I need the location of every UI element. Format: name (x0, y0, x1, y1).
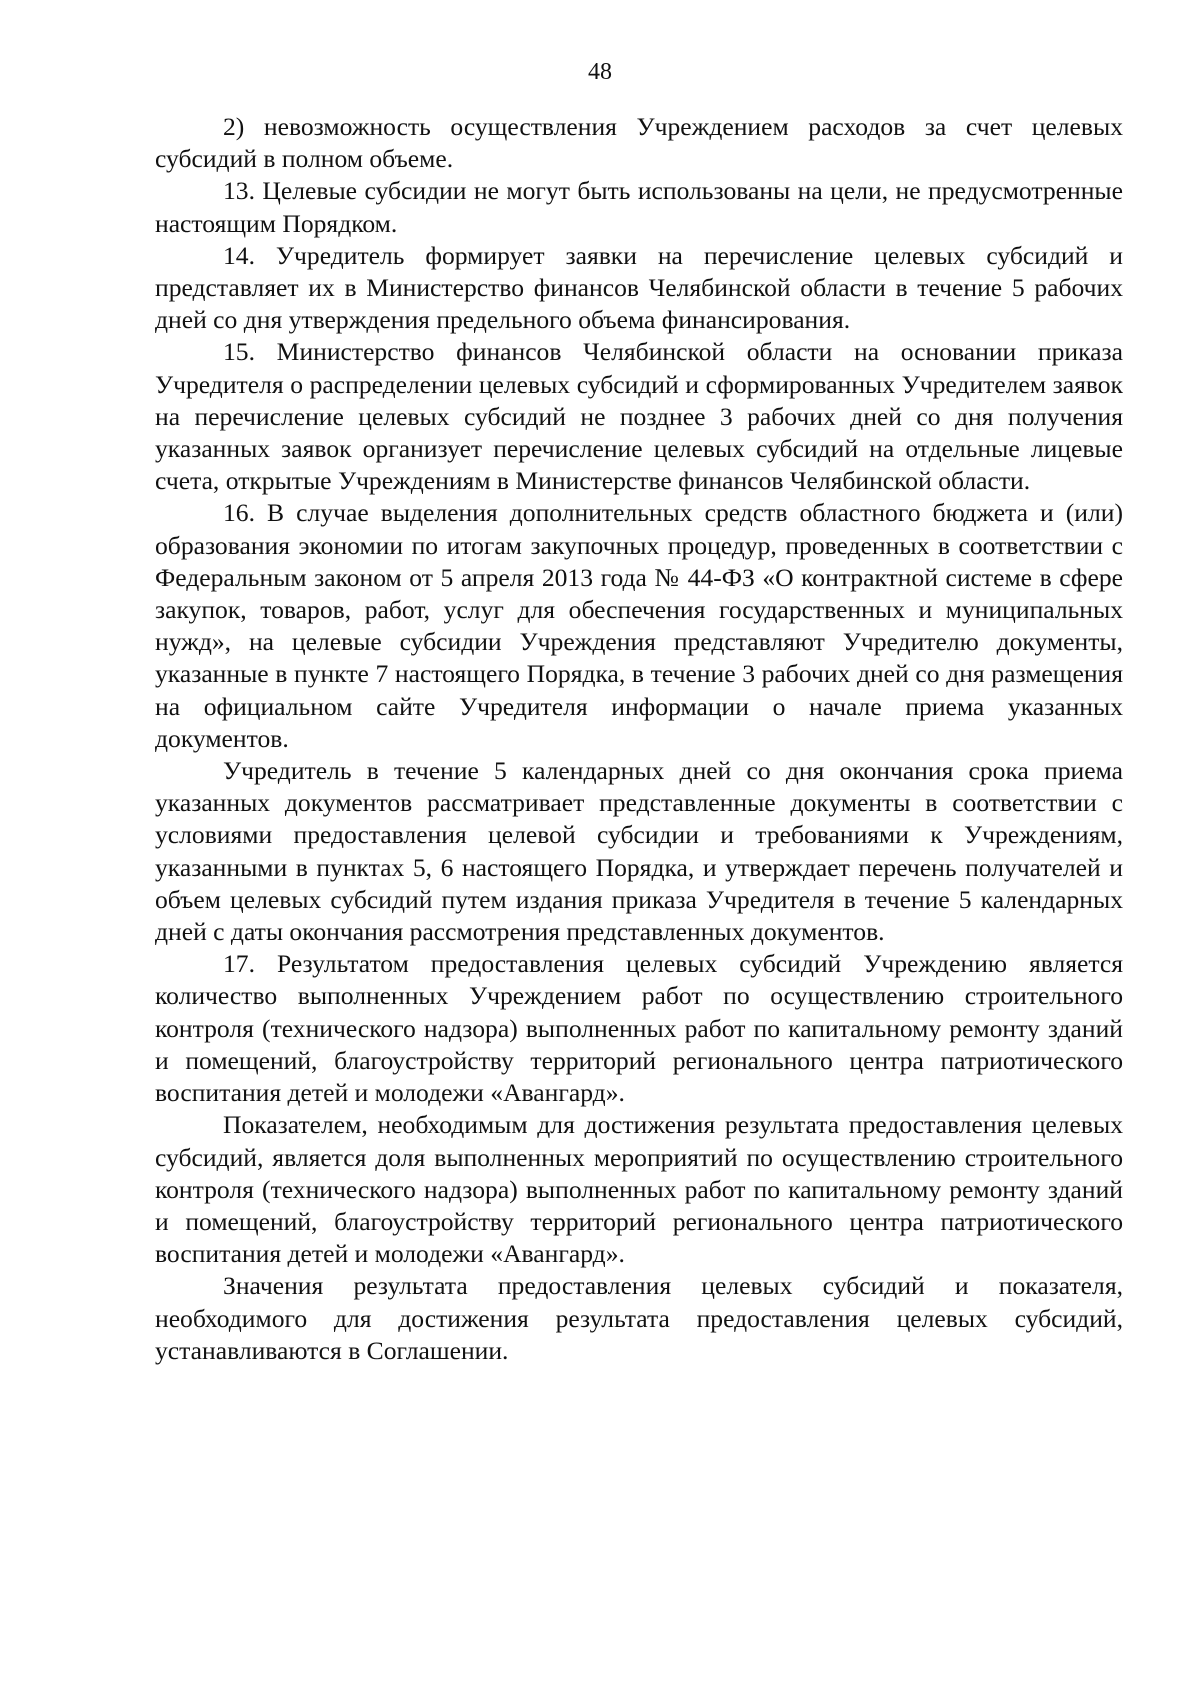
page-number: 48 (588, 59, 612, 85)
paragraph-item-15: 15. Министерство финансов Челябинской области на основании приказа Учредителя о распределении целевых субсидий и сформированных Учредителем заявок на перечисление целевых субсидий не позднее 3 рабочих дней со дня получения указанных заявок организует перечисление целевых субсидий на отдельные лицевые счета, открытые Учреждениям в Министерстве финансов Челябинской области. (155, 337, 1123, 496)
paragraph-item-16-continued: Учредитель в течение 5 календарных дней со дня окончания срока приема указанных документов рассматривает представленные документы в соответствии с условиями предоставления целевой субсидии и требованиями к Учреждениям, указанными в пунктах 5, 6 настоящего Порядка, и утверждает перечень получателей и объем целевых субсидий путем издания приказа Учредителя в течение 5 календарных дней с даты окончания рассмотрения представленных документов. (155, 756, 1123, 947)
paragraph-values-agreement: Значения результата предоставления целевых субсидий и показателя, необходимого для достижения результата предоставления целевых субсидий, устанавливаются в Соглашении. (155, 1271, 1123, 1365)
paragraph-item-13: 13. Целевые субсидии не могут быть использованы на цели, не предусмотренные настоящим Порядком. (155, 176, 1123, 238)
paragraph-item-17: 17. Результатом предоставления целевых субсидий Учреждению является количество выполненных Учреждением работ по осуществлению строительного контроля (технического надзора) выполненных работ по капитальному ремонту зданий и помещений, благоустройству территорий регионального центра патриотического воспитания детей и молодежи «Авангард». (155, 949, 1123, 1108)
paragraph-item-16: 16. В случае выделения дополнительных средств областного бюджета и (или) образования экономии по итогам закупочных процедур, проведенных в соответствии с Федеральным законом от 5 апреля 2013 года № 44-ФЗ «О контрактной системе в сфере закупок, товаров, работ, услуг для обеспечения государственных и муниципальных нужд», на целевые субсидии Учреждения представляют Учредителю документы, указанные в пункте 7 настоящего Порядка, в течение 3 рабочих дней со дня размещения на официальном сайте Учредителя информации о начале приема указанных документов. (155, 498, 1123, 753)
document-body (155, 111, 1123, 1367)
paragraph-item-14: 14. Учредитель формирует заявки на перечисление целевых субсидий и представляет их в Министерство финансов Челябинской области в течение 5 рабочих дней со дня утверждения предельного объема финансирования. (155, 240, 1123, 335)
paragraph-indicator: Показателем, необходимым для достижения результата предоставления целевых субсидий, является доля выполненных мероприятий по осуществлению строительного контроля (технического надзора) выполненных работ по капитальному ремонту зданий и помещений, благоустройству территорий регионального центра патриотического воспитания детей и молодежи «Авангард». (155, 1110, 1123, 1269)
paragraph-item-12-2: 2) невозможность осуществления Учреждением расходов за счет целевых субсидий в полном объеме. (155, 112, 1123, 174)
